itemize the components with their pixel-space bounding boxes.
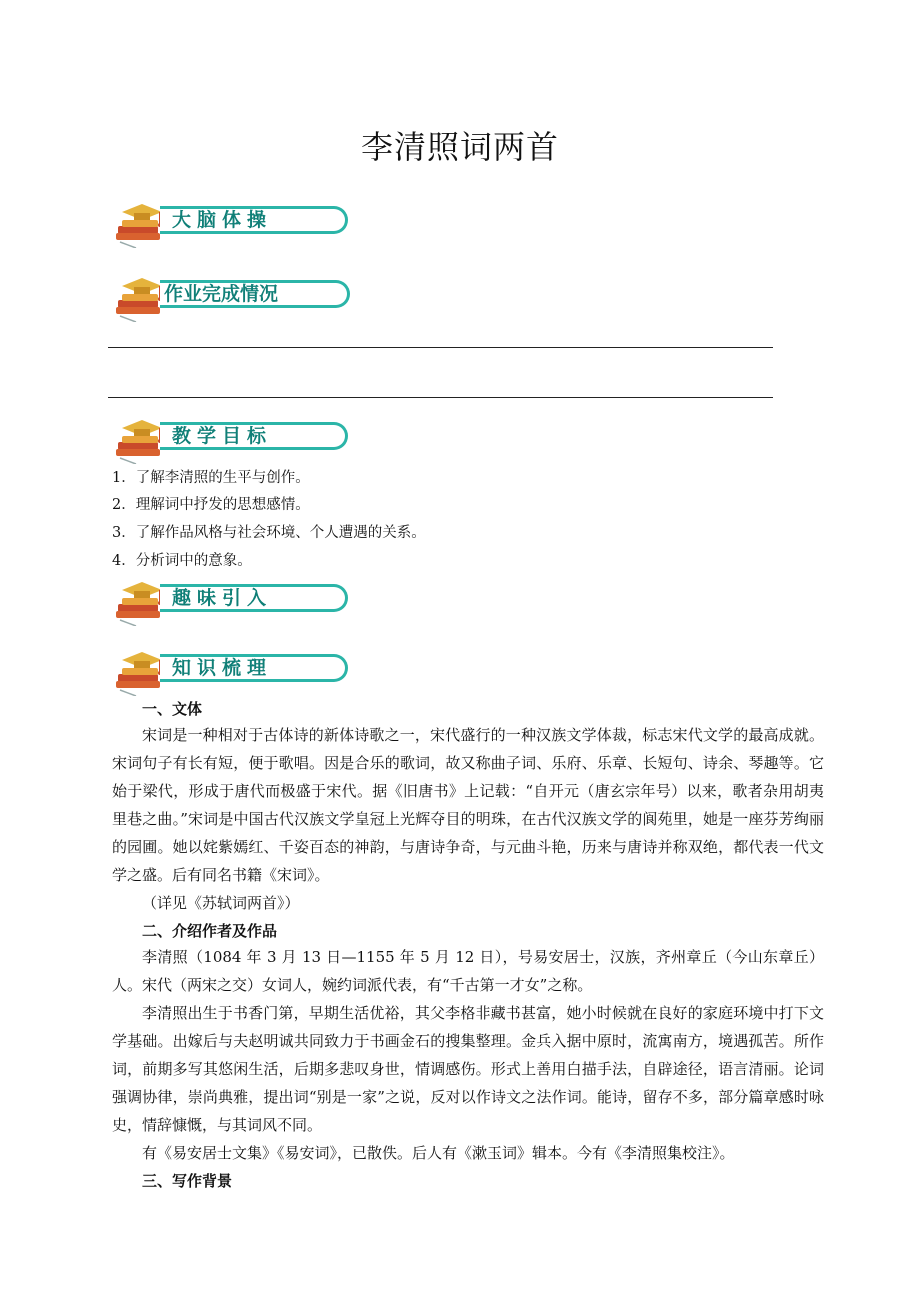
- goal-item: 3．了解作品风格与社会环境、个人遭遇的关系。: [112, 525, 426, 541]
- answer-line[interactable]: [108, 397, 773, 398]
- section-knowledge: [110, 644, 310, 696]
- paragraph-author-intro: 李清照（1084 年 3 月 13 日—1155 年 5 月 12 日），号易安居士，汉族，齐州章丘（今山东章丘）人。宋代（两宋之交）女词人，婉约词派代表，有“千古第一才女”之称。: [112, 948, 824, 994]
- section-label: 知识梳理: [160, 654, 348, 682]
- paragraph-works: 有《易安居士文集》《易安词》，已散佚。后人有《漱玉词》辑本。今有《李清照集校注》。: [142, 1144, 735, 1162]
- goal-item: 2．理解词中抒发的思想感情。: [112, 497, 310, 513]
- section-label: 教学目标: [160, 422, 348, 450]
- section-label: 趣味引入: [160, 584, 348, 612]
- section-fun-intro: [110, 574, 310, 626]
- section-brain-exercise: [110, 196, 310, 248]
- section-label: 大脑体操: [160, 206, 348, 234]
- answer-line[interactable]: [108, 347, 773, 348]
- heading-background: 三、写作背景: [142, 1172, 233, 1190]
- section-homework: [110, 270, 310, 322]
- goal-item: 1．了解李清照的生平与创作。: [112, 470, 310, 486]
- section-label: 作业完成情况: [160, 280, 350, 308]
- paragraph-author-life: 李清照出生于书香门第，早期生活优裕，其父李格非藏书甚富，她小时候就在良好的家庭环境中打下文学基础。出嫁后与夫赵明诚共同致力于书画金石的搜集整理。金兵入据中原时，流寓南方，境遇孤苦。所作词，前期多写其悠闲生活，后期多悲叹身世，情调感伤。形式上善用白描手法，自辟途径，语言清丽。论词强调协律，崇尚典雅，提出词“别是一家”之说，反对以作诗文之法作词。能诗，留存不多，部分篇章感时咏史，情辞慷慨，与其词风不同。: [112, 1004, 824, 1134]
- heading-author: 二、介绍作者及作品: [142, 922, 278, 940]
- paragraph-song-ci: 宋词是一种相对于古体诗的新体诗歌之一，宋代盛行的一种汉族文学体裁，标志宋代文学的最高成就。宋词句子有长有短，便于歌唱。因是合乐的歌词，故又称曲子词、乐府、乐章、长短句、诗余、琴趣等。它始于梁代，形成于唐代而极盛于宋代。据《旧唐书》上记载：“自开元（唐玄宗年号）以来，歌者杂用胡夷里巷之曲。”宋词是中国古代汉族文学皇冠上光辉夺目的明珠，在古代汉族文学的阆苑里，她是一座芬芳绚丽的园圃。她以姹紫嫣红、千姿百态的神韵，与唐诗争奇，与元曲斗艳，历来与唐诗并称双绝，都代表一代文学之盛。后有同名书籍《宋词》。: [112, 726, 824, 884]
- section-teaching-goals: [110, 412, 310, 464]
- see-note: （详见《苏轼词两首》）: [142, 894, 300, 912]
- heading-genre: 一、文体: [142, 700, 203, 718]
- page-title: 李清照词两首: [360, 128, 559, 166]
- goal-item: 4．分析词中的意象。: [112, 553, 252, 569]
